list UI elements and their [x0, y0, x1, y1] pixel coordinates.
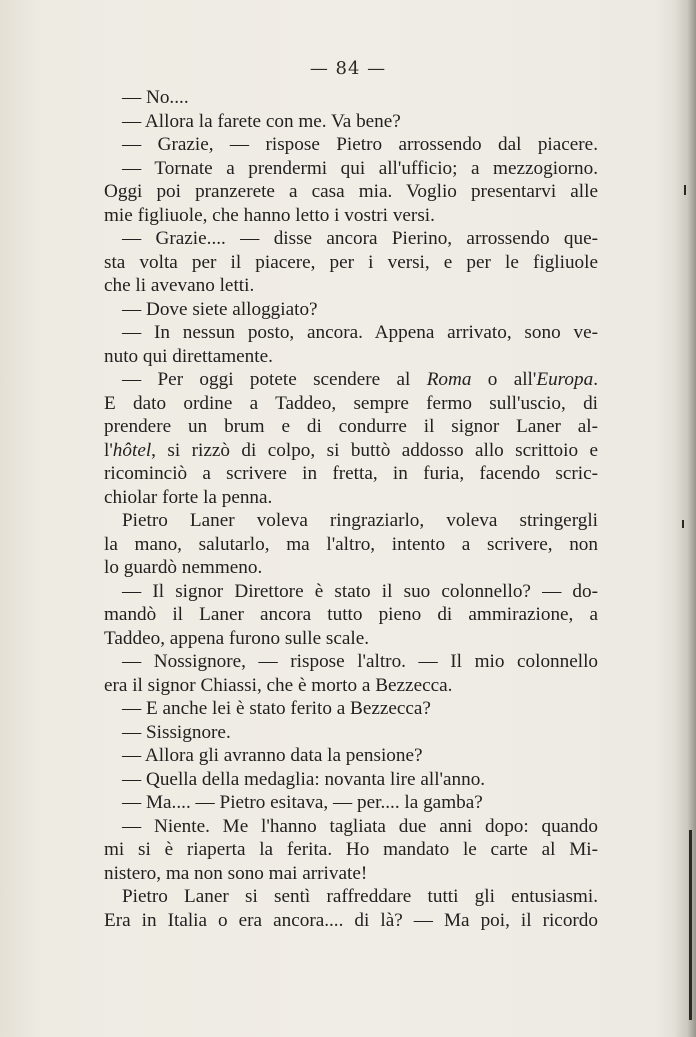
text-line [104, 204, 598, 228]
text-segment: , si rizzò di colpo, si buttò addosso allo scrittoio e [151, 439, 598, 461]
text-segment: l' [104, 439, 113, 461]
text-segment: — Tornate a prendermi qui all'ufficio; a mezzogiorno. [122, 157, 598, 179]
text-segment: mandò il Laner ancora tutto pieno di ammirazione, a [104, 604, 598, 625]
italic-text: Europa [536, 369, 594, 390]
text-segment: ricominciò a scrivere in fretta, in furia, facendo scric- [104, 463, 598, 484]
text-segment: era il signor Chiassi, che è morto a Bezzecca. [104, 674, 453, 696]
text-line [104, 791, 598, 815]
text-segment: — Grazie.... — disse ancora Pierino, arrossendo que- [122, 228, 598, 249]
text-line [104, 674, 598, 698]
text-segment: Oggi poi pranzerete a casa mia. Voglio presentarvi alle [104, 181, 598, 202]
text-line [104, 603, 598, 627]
text-line [104, 721, 598, 745]
text-line [104, 415, 598, 439]
text-segment: — Per oggi potete scendere al [122, 369, 427, 390]
text-segment: — E anche lei è stato ferito a Bezzecca? [122, 698, 431, 719]
italic-text: Roma [426, 369, 472, 390]
text-segment: o all' [471, 369, 537, 390]
text-line [104, 627, 598, 651]
text-line [104, 697, 598, 721]
text-line [104, 838, 598, 862]
text-line [104, 180, 598, 204]
text-segment: chiolar forte la penna. [104, 486, 273, 508]
text-line [104, 274, 598, 298]
text-line [104, 345, 598, 369]
text-segment: — In nessun posto, ancora. Appena arrivato, sono ve- [122, 322, 598, 343]
text-segment: Pietro Laner si sentì raffreddare tutti gli entusiasmi. [122, 886, 598, 907]
text-segment: mi si è riaperta la ferita. Ho mandato le carte al Mi- [104, 839, 598, 860]
text-line [104, 533, 598, 557]
text-line [104, 862, 598, 886]
text-segment: sta volta per il piacere, per i versi, e per le figliuole [104, 251, 598, 273]
text-segment: Taddeo, appena furono sulle scale. [104, 627, 370, 649]
text-segment: — Allora gli avranno data la pensione? [122, 745, 423, 766]
italic-text: hôtel [112, 439, 152, 461]
text-line [104, 110, 598, 134]
text-line [104, 462, 598, 486]
text-line [104, 298, 598, 322]
page-number: — 84 — [309, 58, 387, 79]
text-segment: — Il signor Direttore è stato il suo colonnello? — do- [122, 580, 598, 602]
binding-mark [684, 185, 686, 195]
text-line [104, 509, 598, 533]
binding-mark [689, 830, 692, 1020]
text-line [104, 392, 598, 416]
text-segment: — Allora la farete con me. Va bene? [122, 110, 401, 132]
text-segment: — Niente. Me l'hanno tagliata due anni dopo: quando [122, 815, 598, 837]
text-segment: — Sissignore. [122, 721, 231, 743]
text-line [104, 439, 598, 463]
text-segment: — Dove siete alloggiato? [122, 298, 318, 320]
text-line [104, 368, 598, 392]
text-line [104, 768, 598, 792]
body-text [104, 86, 598, 932]
text-line [104, 650, 598, 674]
text-line [104, 744, 598, 768]
text-segment: — Grazie, — rispose Pietro arrossendo dal piacere. [122, 134, 598, 155]
text-line [104, 909, 598, 933]
text-segment: lo guardò nemmeno. [104, 557, 263, 578]
text-segment: E dato ordine a Taddeo, sempre fermo sull'uscio, di [104, 392, 598, 414]
text-segment: prendere un brum e di condurre il signor Laner al- [104, 416, 598, 437]
text-segment: . [593, 369, 598, 390]
text-line [104, 580, 598, 604]
text-segment: nistero, ma non sono mai arrivate! [104, 862, 368, 884]
text-line [104, 885, 598, 909]
text-line [104, 251, 598, 275]
text-segment: mie figliuole, che hanno letto i vostri versi. [104, 204, 435, 226]
text-line [104, 157, 598, 181]
text-line [104, 321, 598, 345]
text-segment: — Nossignore, — rispose l'altro. — Il mio colonnello [122, 651, 598, 672]
text-segment: Era in Italia o era ancora.... di là? — Ma poi, il ricordo [104, 909, 598, 931]
text-line [104, 133, 598, 157]
text-segment: nuto qui direttamente. [104, 345, 273, 367]
text-line [104, 486, 598, 510]
text-line [104, 227, 598, 251]
text-line [104, 815, 598, 839]
text-segment: — Ma.... — Pietro esitava, — per.... la gamba? [122, 792, 483, 813]
text-segment: — No.... [122, 87, 189, 108]
text-line [104, 86, 598, 110]
text-segment: la mano, salutarlo, ma l'altro, intento a scrivere, non [104, 533, 598, 555]
binding-mark [682, 520, 684, 528]
page-edge-shadow [674, 0, 696, 1037]
text-line [104, 556, 598, 580]
text-segment: Pietro Laner voleva ringraziarlo, voleva stringergli [122, 510, 598, 531]
text-segment: — Quella della medaglia: novanta lire all'anno. [122, 768, 486, 790]
text-segment: che li avevano letti. [104, 275, 255, 296]
